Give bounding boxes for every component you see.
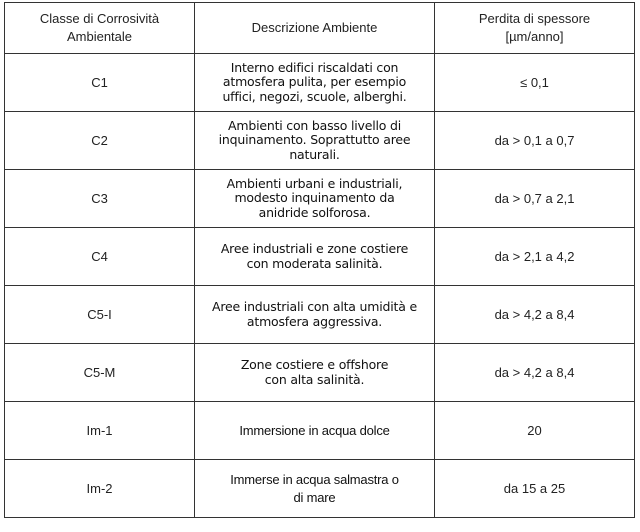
cell-perdita: da > 0,7 a 2,1 bbox=[435, 170, 635, 228]
cell-classe: C1 bbox=[5, 54, 195, 112]
table-row bbox=[5, 344, 635, 402]
cell-perdita: da > 2,1 a 4,2 bbox=[435, 228, 635, 286]
cell-classe: Im-2 bbox=[5, 460, 195, 518]
table-row bbox=[5, 112, 635, 170]
cell-perdita: da > 4,2 a 8,4 bbox=[435, 344, 635, 402]
header-classe: Classe di Corrosività Ambientale bbox=[5, 3, 195, 54]
cell-descrizione: Immersione in acqua dolce bbox=[195, 402, 435, 460]
cell-perdita: da > 4,2 a 8,4 bbox=[435, 286, 635, 344]
cell-classe: C5-M bbox=[5, 344, 195, 402]
cell-descrizione: Zone costiere e offshore con alta salinità. bbox=[195, 344, 435, 402]
cell-descrizione: Ambienti urbani e industriali, modesto inquinamento da anidride solforosa. bbox=[195, 170, 435, 228]
header-perdita: Perdita di spessore [µm/anno] bbox=[435, 3, 635, 54]
cell-classe: C4 bbox=[5, 228, 195, 286]
cell-classe: Im-1 bbox=[5, 402, 195, 460]
cell-descrizione: Aree industriali e zone costiere con moderata salinità. bbox=[195, 228, 435, 286]
cell-classe: C5-I bbox=[5, 286, 195, 344]
table-row bbox=[5, 54, 635, 112]
cell-descrizione: Aree industriali con alta umidità e atmosfera aggressiva. bbox=[195, 286, 435, 344]
cell-perdita: 20 bbox=[435, 402, 635, 460]
cell-classe: C3 bbox=[5, 170, 195, 228]
cell-descrizione: Immerse in acqua salmastra o di mare bbox=[195, 460, 435, 518]
table-row bbox=[5, 460, 635, 518]
corrosivity-table-container bbox=[4, 2, 634, 528]
cell-perdita: da > 0,1 a 0,7 bbox=[435, 112, 635, 170]
cell-descrizione: Ambienti con basso livello di inquinamento. Soprattutto aree naturali. bbox=[195, 112, 435, 170]
table-row bbox=[5, 228, 635, 286]
cell-perdita: da 15 a 25 bbox=[435, 460, 635, 518]
cell-classe: C2 bbox=[5, 112, 195, 170]
header-descrizione: Descrizione Ambiente bbox=[195, 3, 435, 54]
table-header-row bbox=[5, 3, 635, 54]
cell-perdita: ≤ 0,1 bbox=[435, 54, 635, 112]
cell-descrizione: Interno edifici riscaldati con atmosfera pulita, per esempio uffici, negozi, scuole, alberghi. bbox=[195, 54, 435, 112]
table-row bbox=[5, 170, 635, 228]
corrosivity-table bbox=[4, 2, 635, 518]
table-row bbox=[5, 286, 635, 344]
table-row bbox=[5, 402, 635, 460]
